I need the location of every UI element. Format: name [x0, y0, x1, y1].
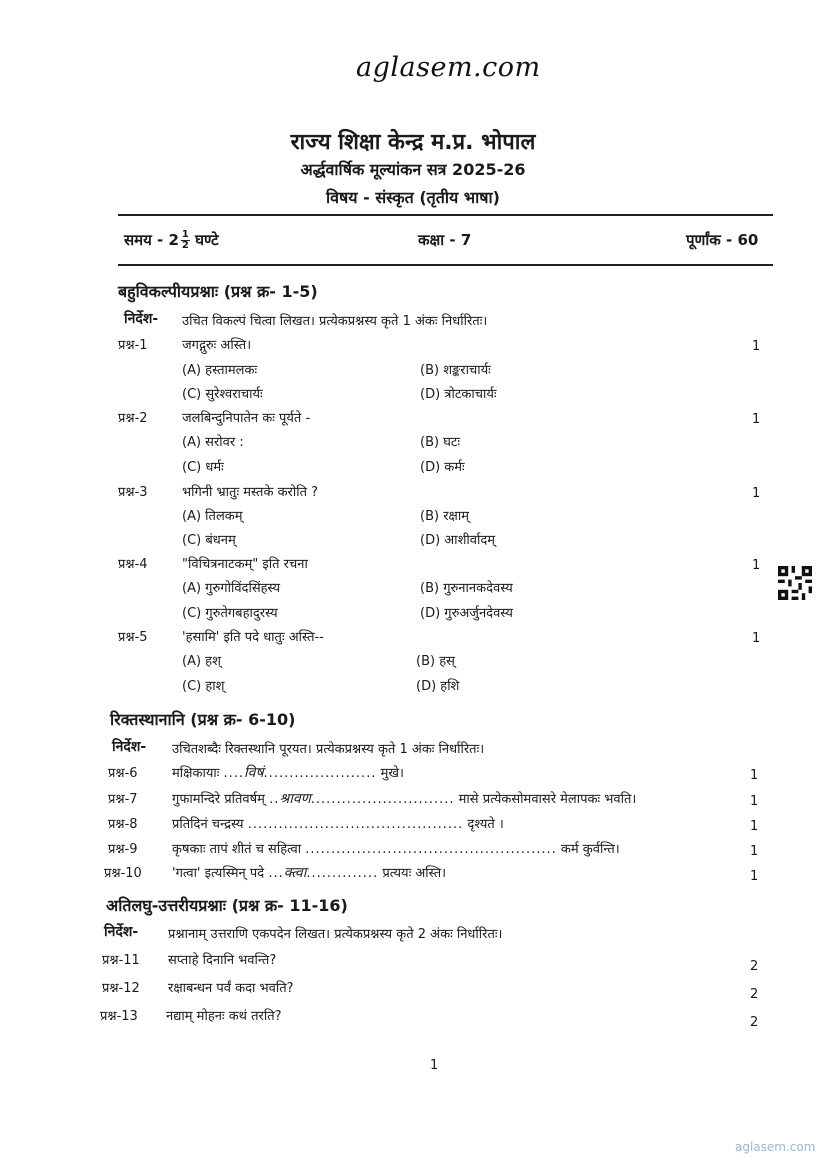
question-number: प्रश्न-2 [118, 411, 148, 426]
option-d: (D) गुरुअर्जुनदेवस्य [420, 606, 513, 621]
handwritten-answer: विषं [244, 765, 264, 781]
time-unit: घण्टे [195, 231, 219, 249]
question-mark: 1 [750, 819, 759, 834]
section-title-fill-blanks: रिक्तस्थानानि (प्रश्न क्र- 6-10) [110, 710, 296, 729]
question-mark: 1 [750, 768, 759, 783]
blank-dots: .... [223, 766, 245, 781]
question-text: रक्षाबन्धन पर्वं कदा भवति? [168, 981, 294, 996]
blank-pre: मक्षिकायाः [172, 766, 220, 781]
question-text: सप्ताहे दिनानि भवन्ति? [168, 953, 277, 968]
blank-question [172, 814, 504, 832]
question-mark: 1 [752, 339, 761, 354]
question-text: जलबिन्दुनिपातेन कः पूर्यते - [182, 411, 311, 426]
section-title-short-answer: अतिलघु-उत्तरीयप्रश्नाः (प्रश्न क्र- 11-16) [106, 896, 348, 915]
option-a: (A) सरोवर : [182, 435, 244, 450]
question-number: प्रश्न-3 [118, 485, 148, 500]
option-b: (B) शङ्कराचार्यः [420, 363, 491, 378]
question-mark: 2 [750, 959, 759, 974]
question-mark: 2 [750, 1015, 759, 1030]
subject-line: विषय - संस्कृत (तृतीय भाषा) [325, 188, 500, 207]
blank-post: प्रत्ययः अस्ति। [382, 866, 447, 881]
question-mark: 1 [752, 558, 761, 573]
question-number: प्रश्न-13 [100, 1009, 138, 1024]
option-a: (A) गुरुगोविंदसिंहस्य [182, 581, 281, 596]
option-c: (C) सुरेश्वराचार्यः [182, 387, 263, 402]
option-b: (B) रक्षाम् [420, 509, 469, 524]
time-frac-den: 2 [181, 240, 189, 251]
blank-post: दृश्यते । [467, 817, 504, 832]
exam-session: अर्द्धवार्षिक मूल्यांकन सत्र 2025-26 [300, 160, 526, 179]
option-b: (B) हस् [416, 654, 455, 669]
blank-dots: .............. [306, 866, 379, 881]
question-number: प्रश्न-6 [108, 766, 138, 781]
handwritten-answer: श्रावण [279, 791, 311, 807]
time-label: समय - 2 [124, 231, 179, 249]
blank-pre: गुफामन्दिरे प्रतिवर्षम् [172, 792, 265, 807]
option-d: (D) हशि [416, 679, 460, 694]
question-mark: 1 [752, 631, 761, 646]
blank-dots: .......................................... [247, 817, 464, 832]
option-c: (C) धर्मः [182, 460, 224, 475]
board-title: राज्य शिक्षा केन्द्र म.प्र. भोपाल [290, 130, 536, 155]
page-number: 1 [430, 1058, 439, 1073]
question-number: प्रश्न-7 [108, 792, 138, 807]
option-d: (D) कर्मः [420, 460, 465, 475]
blank-dots: .. [269, 792, 280, 807]
question-text: "विचित्रनाटकम्" इति रचना [182, 557, 308, 572]
qr-code-icon [778, 565, 812, 601]
time-fraction [181, 230, 190, 251]
question-text: नद्याम् मोहनः कथं तरति? [166, 1009, 282, 1024]
option-a: (A) तिलकम् [182, 509, 243, 524]
instruction-text: उचित विकल्पं चित्वा लिखत। प्रत्येकप्रश्नस्य कृते 1 अंकः निर्धारितः। [182, 314, 488, 329]
instruction-label: निर्देश- [112, 739, 147, 755]
header-rule-bottom [118, 264, 773, 266]
blank-question [172, 789, 636, 808]
instruction-text: प्रश्नानाम् उत्तराणि एकपदेन लिखत। प्रत्येकप्रश्नस्य कृते 2 अंकः निर्धारितः। [168, 927, 503, 942]
blank-pre: प्रतिदिनं चन्द्रस्य [172, 817, 244, 832]
blank-pre: 'गत्वा' इत्यस्मिन् पदे [172, 866, 265, 881]
question-number: प्रश्न-5 [118, 630, 148, 645]
blank-question [172, 839, 620, 857]
question-number: प्रश्न-9 [108, 842, 138, 857]
option-b: (B) घटः [420, 435, 461, 450]
blank-question [172, 763, 404, 782]
question-text: 'हसामि' इति पदे धातुः अस्ति-- [182, 630, 324, 645]
blank-post: कर्म कुर्वन्ति। [560, 842, 620, 857]
section-title-mcq: बहुविकल्पीयप्रश्नाः (प्रश्न क्र- 1-5) [118, 282, 318, 301]
brand-watermark: aglasem.com [356, 52, 541, 83]
blank-dots: ...................... [263, 766, 377, 781]
instruction-label: निर्देश- [124, 311, 159, 327]
question-text: जगद्गुरुः अस्ति। [182, 338, 252, 353]
blank-pre: कृषकाः तापं शीतं च सहित्वा [172, 842, 302, 857]
question-number: प्रश्न-4 [118, 557, 148, 572]
question-mark: 1 [750, 844, 759, 859]
option-b: (B) गुरुनानकदेवस्य [420, 581, 513, 596]
question-mark: 1 [752, 486, 761, 501]
question-number: प्रश्न-11 [102, 953, 140, 968]
header-rule-top [118, 214, 773, 216]
question-number: प्रश्न-8 [108, 817, 138, 832]
option-a: (A) हस्तामलकः [182, 363, 258, 378]
blank-dots: ............................ [310, 792, 455, 807]
blank-dots: ... [268, 866, 284, 881]
instruction-text: उचितशब्दैः रिक्तस्थानि पूरयत। प्रत्येकप्रश्नस्य कृते 1 अंकः निर्धारितः। [172, 742, 485, 757]
question-mark: 1 [752, 412, 761, 427]
footer-watermark: aglasem.com [735, 1140, 816, 1154]
blank-post: मासे प्रत्येकसोमवासरे मेलापकः भवति। [458, 792, 637, 807]
option-c: (C) गुरुतेगबहादुरस्य [182, 606, 278, 621]
question-number: प्रश्न-10 [104, 866, 142, 881]
blank-dots: ................................................. [305, 842, 557, 857]
blank-post: मुखे। [380, 766, 404, 781]
option-d: (D) त्रोटकाचार्यः [420, 387, 497, 402]
time-info [124, 230, 219, 251]
instruction-label: निर्देश- [104, 924, 139, 940]
question-text: भगिनी भ्रातुः मस्तके करोति ? [182, 485, 319, 500]
question-mark: 1 [750, 794, 759, 809]
option-a: (A) हश् [182, 654, 221, 669]
option-d: (D) आशीर्वादम् [420, 533, 496, 548]
question-mark: 2 [750, 987, 759, 1002]
question-number: प्रश्न-12 [102, 981, 140, 996]
handwritten-answer: क्त्वा [283, 865, 307, 881]
class-info: कक्षा - 7 [418, 231, 472, 249]
blank-question [172, 863, 446, 882]
time-frac-num: 1 [181, 229, 189, 240]
question-number: प्रश्न-1 [118, 338, 148, 353]
question-mark: 1 [750, 869, 759, 884]
option-c: (C) बंधनम् [182, 533, 236, 548]
max-marks: पूर्णांक - 60 [686, 231, 759, 249]
option-c: (C) हाश् [182, 679, 225, 694]
